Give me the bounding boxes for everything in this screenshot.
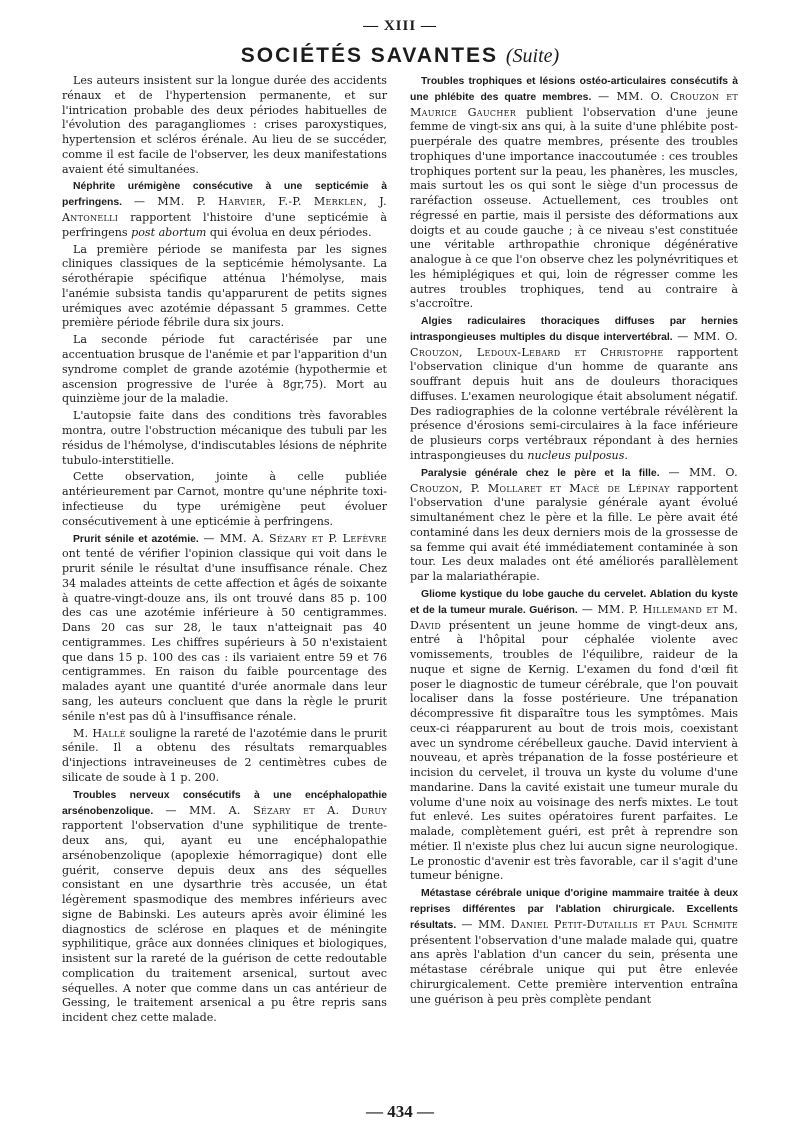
abstract-authors: — MM. P. Hillemand et M. David xyxy=(410,602,738,632)
abstract-italic: post abortum xyxy=(131,225,207,239)
paragraph: L'autopsie faite dans des conditions très favorables montra, outre l'obstruction mécanique des tubuli par les résidus de l'hémolyse, d'indiscutables lésions de néphrite tubulo-interstitielle. xyxy=(62,409,387,467)
paragraph: Les auteurs insistent sur la longue durée des accidents rénaux et de l'hypertension permanente, et sur l'intrication probable des deux périodes habituelles de l'évolution des paragangliomes : crises paroxystiques, hypertension et scléros érénale. Au lieu de se succéder, comme il est facile de l'observer, les deux manifestations avaient été simultanées. xyxy=(62,74,387,176)
right-column xyxy=(410,74,738,1009)
abstract-body: rapportent l'observation d'une syphilitique de trente-deux ans, qui, ayant eu une encéphalopathie arsénobenzolique (apoplexie hémorragique) dont elle guérit, conserve depuis deux ans des séquelles consistant en une dysarthrie très accusée, un état légèrement spasmodique des membres inférieurs avec signe de Babinski. Les auteurs après avoir éliminé les diagnostics de sclérose en plaques et de méningite syphilitique, grâce aux données cliniques et biologiques, insistent sur la rareté de la guérison de cette redoutable complication du traitement arsenical, surtout avec séquelles. A noter que comme dans un cas antérieur de Gessing, le traitement arsenical a pu être repris sans incident chez cette malade. xyxy=(62,819,387,1024)
abstract-body: rapportent l'observation d'une paralysie générale ayant évolué simultanément chez le père et la fille. Le père avait été contaminé dans les deux derniers mois de la grossesse de sa femme qui avait été immédiatement contaminée à son tour. Les deux malades ont été améliorés parallèlement par la malariathérapie. xyxy=(410,481,738,584)
paragraph: Cette observation, jointe à celle publiée antérieurement par Carnot, montre qu'une néphrite toxi-infectieuse du type urémigène peut évoluer consécutivement à une epticémie à perfringens. xyxy=(62,470,387,528)
title-suite: (Suite) xyxy=(505,45,560,67)
paragraph: La seconde période fut caractérisée par une accentuation brusque de l'anémie et par l'apparition d'un syndrome complet de grande azotémie (hypothermie et ascension progressive de l'urée à 8gr,75). Mort au quinzième jour de la maladie. xyxy=(62,333,387,406)
abstract-heading: Algies radiculaires thoraciques diffuses par hernies intraspongieuses multiples du disque intervertébral. xyxy=(410,316,738,343)
title-text: SOCIÉTÉS SAVANTES xyxy=(240,44,499,67)
abstract-heading: Gliome kystique du lobe gauche du cervelet. Ablation du kyste et de la tumeur murale. Guérison. xyxy=(410,589,738,616)
abstract-body: présentent un jeune homme de vingt-deux ans, entré à l'hôpital pour céphalée violente avec vomissements, troubles de l'équilibre, raideur de la nuque et signe de Kernig. L'examen du fond d'œil fit poser le diagnostic de tumeur cérébrale, que l'on pouvait localiser dans la fosse postérieure. Une trépanation décompressive fit disparaître tous les symptômes. Mais ceux-ci réapparurent au bout de trois mois, coexistant avec un syndrome cérébelleux gauche. David intervient à nouveau, et après trépanation de la fosse postérieure et incision du cervelet, il trouva un kyste du volume d'une mandarine. Dans la cavité existait une tumeur murale du volume d'une noix au voisinage des nerfs mixtes. Le tout fut enlevé. Les suites opératoires furent parfaites. Le malade, complètement guéri, est prêt à reprendre son métier. Il n'existe plus chez lui aucun signe neurologique. Le pronostic d'avenir est très favorable, car il s'agit d'une tumeur bénigne. xyxy=(410,618,738,883)
abstract-body-end: qui évolua en deux périodes. xyxy=(206,225,372,239)
abstract xyxy=(410,314,738,464)
discussant-name: M. Hallé xyxy=(73,726,126,740)
abstract-body-end: . xyxy=(624,448,628,462)
abstract xyxy=(410,587,738,884)
abstract-heading: Troubles nerveux consécutifs à une encéphalopathie arsénobenzolique. xyxy=(62,789,387,817)
abstract xyxy=(410,466,738,585)
abstract-body: présentent l'observation d'une malade malade qui, quatre ans après l'ablation d'un cancer du sein, présenta une métastase cérébrale unique qui put être enlevée chirurgicalement. Cette première intervention entraîna une guérison à peu près complète pendant xyxy=(410,933,738,1006)
paragraph: La première période se manifesta par les signes cliniques classiques de la septicémie hémolysante. La sérothérapie spécifique atténua l'hémolyse, mais l'anémie subsista tandis qu'apparurent de petits signes urémiques avec azotémie dépassant 5 grammes. Cette première période fébrile dura six jours. xyxy=(62,242,387,330)
abstract-authors: — MM. Daniel Petit-Dutaillis et Paul Schmite xyxy=(461,917,738,931)
abstract-authors: — MM. P. Harvier, F.-P. Merklen, J. Antonelli xyxy=(62,195,387,224)
abstract-body: publient l'observation d'une jeune femme de vingt-six ans qui, à la suite d'une phlébite post-puerpérale des quatre membres, présente des troubles trophiques d'une importance inaccoutumée : ces troubles trophiques portent sur la peau, les phanères, les muscles, mais surtout les os qui sont le siège d'un processus de raréfaction osseuse. Actuellement, ces troubles ont régressé en partie, mais il persiste des déformations aux doigts et au coude gauche ; à ce niveau s'est constituée une véritable arthropathie chronique dégénérative analogue à ce que l'on observe chez les polynévritiques et les hémiplégiques et qui, loin de régresser comme les autres troubles trophiques, tend au contraire à s'accroître. xyxy=(410,105,738,311)
abstract xyxy=(410,886,738,1007)
abstract xyxy=(410,74,738,312)
section-title xyxy=(0,44,800,68)
paragraph-body: souligne la rareté de l'azotémie dans le prurit sénile. Il a obtenu des résultats remarquables d'injections intraveineuses de 2 centimètres cubes de silicate de soude à 1 p. 200. xyxy=(62,726,387,784)
abstract-body: rapportent l'histoire d'une septicémie à perfringens xyxy=(62,210,387,239)
abstract xyxy=(62,179,387,240)
roman-page-number: — XIII — xyxy=(363,18,437,34)
abstract-heading: Paralysie générale chez le père et la fille. xyxy=(421,467,660,479)
abstract-heading: Prurit sénile et azotémie. xyxy=(73,533,199,545)
abstract-heading: Troubles trophiques et lésions ostéo-articulaires consécutifs à une phlébite des quatre membres. xyxy=(410,76,738,103)
abstract-authors: — MM. O. Crouzon, P. Mollaret et Macé de Lépinay xyxy=(410,465,739,495)
abstract xyxy=(62,532,387,725)
paragraph xyxy=(62,727,387,786)
abstract-italic: nucleus pulposus xyxy=(527,448,625,462)
abstract-authors: — MM. A. Sézary et P. Lefèvre xyxy=(203,531,388,545)
abstract-authors: — MM. O. Crouzon, Ledoux-Lebard et Christophe xyxy=(410,329,739,359)
page-number: — 434 — xyxy=(366,1102,434,1121)
abstract-body: ont tenté de vérifier l'opinion classique qui voit dans le prurit sénile le résultat d'une insuffisance rénale. Chez 34 malades atteints de cette affection et âgés de soixante à quatre-vingt-douze ans, ils ont trouvé dans 85 p. 100 des cas une azotémie inférieure à 50 centigrammes. Dans 20 cas sur 28, le taux n'atteignait pas 40 centigrammes. Les chiffres supérieurs à 50 n'existaient que dans 15 p. 100 des cas : ils variaient entre 59 et 76 centigrammes. En raison du faible pourcentage des malades ayant une quantité d'urée anormale dans leur sang, les auteurs concluent que dans la règle le prurit sénile n'est pas dû à l'insuffisance rénale. xyxy=(62,547,387,723)
left-column xyxy=(62,74,387,1028)
abstract xyxy=(62,788,387,1026)
abstract-authors: — MM. O. Crouzon et Maurice Gaucher xyxy=(410,89,738,119)
abstract-authors: — MM. A. Sézary et A. Duruy xyxy=(165,803,387,817)
abstract-heading: Néphrite urémigène consécutive à une septicémie à perfringens. xyxy=(62,181,387,209)
abstract-heading: Métastase cérébrale unique d'origine mammaire traitée à deux reprises différentes par l'ablation chirurgicale. Excellents résultats. xyxy=(410,888,738,931)
abstract-body: rapportent l'observation clinique d'un homme de quarante ans souffrant depuis huit ans de douleurs thoraciques diffuses. L'examen neurologique était absolument négatif. Des radiographies de la colonne vertébrale révélèrent la présence d'érosions semi-circulaires à la face inférieure de plusieurs corps vertébraux répondant à des hernies intraspongieuses du xyxy=(410,345,738,462)
